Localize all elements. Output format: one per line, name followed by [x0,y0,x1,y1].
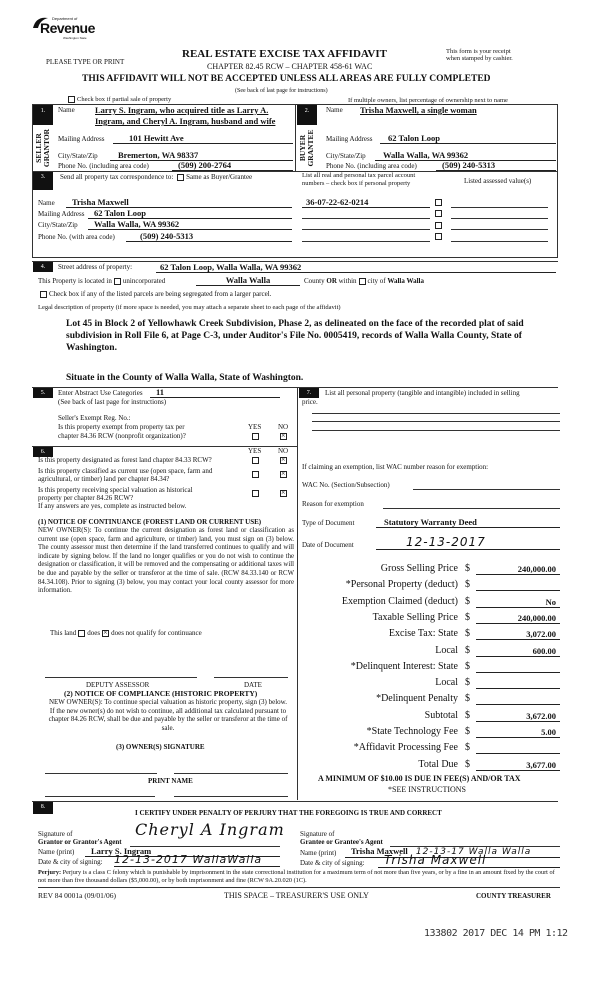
seller-mailing-label: Mailing Address [58,135,105,143]
see-back: (See back of last page for instructions) [235,88,328,94]
currency-sign: $ [465,644,470,656]
doc-date[interactable]: 12-13-2017 [376,535,560,550]
tax-row-value[interactable] [476,662,560,673]
q-historic-2: property per chapter 84.26 RCW? [38,494,134,502]
personal-checkbox[interactable] [435,210,442,217]
seller-phone[interactable]: (509) 200-2764 [172,160,293,171]
does-not-checkbox[interactable] [102,630,109,637]
section-6-number: 6. [33,447,53,457]
q-current-use: Is this property classified as current use (open space, farm and [38,467,213,475]
parcel-number[interactable]: 36-07-22-62-0214 [302,197,430,208]
buyer-name-label: Name [326,106,343,114]
corr-name[interactable]: Trisha Maxwell [66,197,292,208]
seller-name-line2[interactable]: Ingram, and Cheryl A. Ingram, husband and wife [95,116,276,126]
yes-header: YES [248,423,262,431]
currency-sign: $ [465,726,470,737]
minimum-note: A MINIMUM OF $10.00 IS DUE IN FEE(S) AND/OR TAX [318,774,521,783]
currency-sign: $ [465,611,470,623]
doc-type-label: Type of Document [302,519,355,527]
county-name[interactable]: Walla Walla [196,275,300,286]
tax-row-label: Local [435,677,458,689]
currency-sign: $ [465,758,470,770]
county-or-city: County OR within city of Walla Walla [304,277,424,285]
segregated-checkbox[interactable] [40,291,47,298]
section-4-number: 4. [33,262,53,272]
section-2-number: 2. [297,105,317,125]
currency-sign: $ [465,742,470,754]
exempt-reg: Seller's Exempt Reg. No.: [58,414,131,422]
buyer-city-label: City/State/Zip [326,152,366,160]
corr-phone[interactable]: (509) 240-5313 [126,231,292,242]
cashier-stamp: 133802 2017 DEC 14 PM 1:12 [424,928,568,939]
see-back-5: (See back of last page for instructions) [58,398,167,406]
currency-sign: $ [465,563,470,574]
street-label: Street address of property: [58,263,133,271]
exemption-label: If claiming an exemption, list WAC number reason for exemption: [302,463,489,471]
personal-property-label: List all personal property (tangible and intangible) included in selling [325,389,520,397]
currency-sign: $ [465,677,470,689]
grantor-sig-label: Signature of Grantor or Grantor's Agent [38,830,122,846]
currency-sign: $ [465,660,470,672]
grantee-name[interactable]: Trisha Maxwell 12-13-17 Walla Walla [345,846,560,858]
does-checkbox[interactable] [78,630,85,637]
form-title: REAL ESTATE EXCISE TAX AFFIDAVIT [182,48,387,60]
warning: THIS AFFIDAVIT WILL NOT BE ACCEPTED UNLESS ALL AREAS ARE FULLY COMPLETED [82,74,491,84]
seller-phone-label: Phone No. (including area code) [58,162,149,170]
tax-row-label: *State Technology Fee [366,726,458,737]
assessed-label: Listed assessed value(s) [464,177,532,185]
seller-mailing[interactable]: 101 Hewitt Ave [113,133,293,144]
buyer-phone-label: Phone No. (including area code) [326,162,417,170]
unincorporated-checkbox[interactable] [114,278,121,285]
grantee-sig-label: Signature of Grantee or Grantee's Agent [300,830,383,846]
section-1-number: 1. [33,105,53,125]
street-address[interactable]: 62 Talon Loop, Walla Walla, WA 99362 [156,262,556,273]
tax-row-label: Gross Selling Price [380,563,458,574]
section-7-number: 7. [299,388,319,398]
personal-property-checkboxes [433,197,444,243]
tax-row-value[interactable]: 3,672.00 [476,711,560,722]
seller-name-line1[interactable]: Larry S. Ingram, who acquired title as Larry A. [95,105,269,115]
tax-row-label: *Affidavit Processing Fee [353,742,458,754]
currency-sign: $ [465,693,470,705]
this-land: This land does× does not qualify for continuance [50,629,202,637]
q-nonprofit-2: chapter 84.36 RCW (nonprofit organization)? [58,432,186,440]
tax-row-value[interactable] [476,678,560,689]
no-header-6: NO [278,447,289,455]
corr-mailing-label: Mailing Address [38,210,85,218]
yes-header-6: YES [248,447,262,455]
date-label: DATE [244,681,262,689]
personal-checkbox[interactable] [435,222,442,229]
legal-description: Lot 45 in Block 2 of Yellowhawk Creek Subdivision, Phase 2, as delineated on the face of the recorded plat of said subdivision in Roll File 6, at Page C-3, under Auditor's File No. 0005419, records of Walla Walla County, State of Washington. [66,319,524,353]
no-header: NO [278,423,289,431]
corr-mailing[interactable]: 62 Talon Loop [88,208,292,219]
certify: I CERTIFY UNDER PENALTY OF PERJURY THAT THE FOREGOING IS TRUE AND CORRECT [135,809,442,817]
nonprofit-no[interactable] [280,433,287,440]
tax-row-label: *Personal Property (deduct) [345,579,458,591]
forest-no[interactable] [280,457,287,464]
doc-date-label: Date of Document [302,541,354,549]
q-current-use-2: agricultural, or timber) land per chapter 84.34? [38,475,170,483]
city-checkbox[interactable] [359,278,366,285]
if-yes: If any answers are yes, complete as instructed below. [38,502,187,510]
corr-city[interactable]: Walla Walla, WA 99362 [88,219,292,230]
owner-signature-label: (3) OWNER(S) SIGNATURE [116,743,205,751]
q-historic: Is this property receiving special valuation as historical [38,486,193,494]
partial-sale: Check box if partial sale of property [66,96,171,103]
see-instructions: *SEE INSTRUCTIONS [388,785,467,794]
grantee-date-label: Date & city of signing: [300,859,365,867]
seller-label: SELLER GRANTOR [34,128,51,168]
tax-row-label: *Delinquent Interest: State [350,660,458,672]
receipt-note: This form is your receipt when stamped by cashier. [446,48,513,62]
forest-yes[interactable] [252,457,259,464]
buyer-phone[interactable]: (509) 240-5313 [436,160,556,171]
notice1-text: NEW OWNER(S): To continue the current designation as forest land or classification as current use (open space, farm and agriculture, or timber) land, you must sign on (3) below. The county assessor must then determine if the land transferred continues to qualify and will indicate by signing below. If the land no longer qualifies or you do not wish to continue the designation or classification, it will be removed and the compensating or additional taxes will be due and payable by the seller or transferor at the time of sale. (RCW 84.33.140 or RCW 84.34.108). Prior to signing (3) below, you may contact your local county assessor for more information. [38,527,294,595]
abstract-value[interactable]: 11 [150,387,280,398]
logo-name: Revenue [40,20,95,36]
correspondence-label: Send all property tax correspondence to: Same as Buyer/Grantee [60,173,253,181]
q-forest: Is this property designated as forest land chapter 84.33 RCW? [38,456,212,464]
treasurer-space: THIS SPACE – TREASURER'S USE ONLY [224,891,369,900]
notice2-text: NEW OWNER(S): To continue special valuation as historic property, sign (3) below. If the new owner(s) do not wish to continue, all additional tax calculated pursuant to chapter 84.26 RCW, shall be due and payable by the seller or transferor at the time of sale. [48,698,288,732]
legal-label: Legal description of property (if more space is needed, you may attach a separate sheet to each page of the affidavit) [38,304,341,311]
form-chapter: CHAPTER 82.45 RCW – CHAPTER 458-61 WAC [207,62,373,71]
section-8-number: 8. [33,802,53,814]
grantee-signature[interactable]: Trisha Maxwell [378,853,560,868]
tax-row-value[interactable]: 5.00 [476,727,560,738]
county-treasurer: COUNTY TREASURER [476,892,551,900]
dor-logo [30,14,100,42]
corr-name-label: Name [38,199,55,207]
situate: Situate in the County of Walla Walla, State of Washington. [66,373,304,383]
perjury-notice: Perjury: Perjury is a class C felony which is punishable by imprisonment in the state correctional institution for a maximum term of not more than five years, or by a fine in an amount fixed by the court of not more than five thousand dollars ($5,000.00), or by both imprisonment and fine (RCW 9A.20.020 (1C). [38,869,555,884]
logo-dept: Department of [52,16,78,21]
currency-sign: $ [465,709,470,721]
personal-checkbox[interactable] [435,233,442,240]
grantor-signature[interactable]: Cheryl A Ingram [135,820,285,839]
corr-phone-label: Phone No. (with area code) [38,233,115,241]
parcel-label: List all real and personal tax parcel account numbers – check box if personal property [302,172,416,187]
personal-property-label-2: price. [302,398,318,406]
tax-row-value[interactable] [476,694,560,705]
tax-row-label: Exemption Claimed (deduct) [341,595,458,607]
deputy-assessor: DEPUTY ASSESSOR [86,681,150,689]
multiple-owners-note: If multiple owners, list percentage of ownership next to name [348,97,508,104]
grantor-date-label: Date & city of signing: [38,858,103,866]
historic-no[interactable] [280,490,287,497]
personal-checkbox[interactable] [435,199,442,206]
print-name-label: PRINT NAME [148,777,193,785]
same-as-buyer-checkbox[interactable] [177,174,184,181]
currency-sign: $ [465,595,470,607]
buyer-mailing-label: Mailing Address [326,135,373,143]
doc-type[interactable]: Statutory Warranty Deed [376,517,560,528]
grantor-name[interactable]: Larry S. Ingram [85,846,280,857]
notice2-title: (2) NOTICE OF COMPLIANCE (HISTORIC PROPERTY) [64,689,258,698]
tax-row-value[interactable]: 600.00 [476,646,560,657]
buyer-mailing[interactable]: 62 Talon Loop [380,133,556,144]
located-in: This Property is located in unincorporated [38,277,166,285]
current-use-yes[interactable] [252,471,259,478]
currency-sign: $ [465,628,470,640]
tax-row-value[interactable] [476,580,560,591]
logo-state: Washington State [63,36,87,40]
grantor-date[interactable]: 12-13-2017 WallaWalla [114,853,280,867]
tax-row-value[interactable]: 240,000.00 [476,564,560,575]
tax-row-label: Local [435,644,458,656]
segregated: Check box if any of the listed parcels are being segregated from a larger parcel. [38,290,271,298]
seller-city-label: City/State/Zip [58,152,98,160]
nonprofit-yes[interactable] [252,433,259,440]
grantor-name-label: Name (print) [38,848,75,856]
buyer-city[interactable]: Walla Walla, WA 99362 [375,150,556,161]
current-use-no[interactable] [280,471,287,478]
tax-row-label: Taxable Selling Price [372,611,458,623]
partial-sale-checkbox[interactable] [68,96,75,103]
tax-row-label: *Delinquent Penalty [376,693,458,705]
seller-name-label: Name [58,106,75,114]
grantee-name-label: Name (print) [300,849,337,857]
tax-row-value[interactable]: No [476,597,560,608]
tax-row-label: Excise Tax: State [388,628,458,640]
q-nonprofit: Is this property exempt from property tax per [58,423,185,431]
section-5-number: 5. [33,388,53,398]
section-3-number: 3. [33,172,53,190]
tax-row-label: Total Due [418,758,458,770]
notice1-title: (1) NOTICE OF CONTINUANCE (FOREST LAND OR CURRENT USE) [38,518,262,526]
currency-sign: $ [465,579,470,591]
tax-row-value[interactable]: 3,677.00 [476,760,560,771]
buyer-label: BUYER GRANTEE [298,129,315,167]
historic-yes[interactable] [252,490,259,497]
reason-label: Reason for exemption [302,500,364,508]
form-revision: REV 84 0001a (09/01/06) [38,891,116,900]
tax-row-value[interactable] [476,743,560,754]
please-type: PLEASE TYPE OR PRINT [46,58,125,66]
tax-row-value[interactable]: 240,000.00 [476,613,560,624]
abstract-label: Enter Abstract Use Categories [58,389,143,397]
corr-city-label: City/State/Zip [38,221,78,229]
tax-row-value[interactable]: 3,072.00 [476,629,560,640]
tax-row-label: Subtotal [424,709,458,721]
wac-label: WAC No. (Section/Subsection) [302,481,390,489]
buyer-name[interactable]: Trisha Maxwell, a single woman [360,105,477,115]
seller-city[interactable]: Bremerton, WA 98337 [110,150,293,161]
